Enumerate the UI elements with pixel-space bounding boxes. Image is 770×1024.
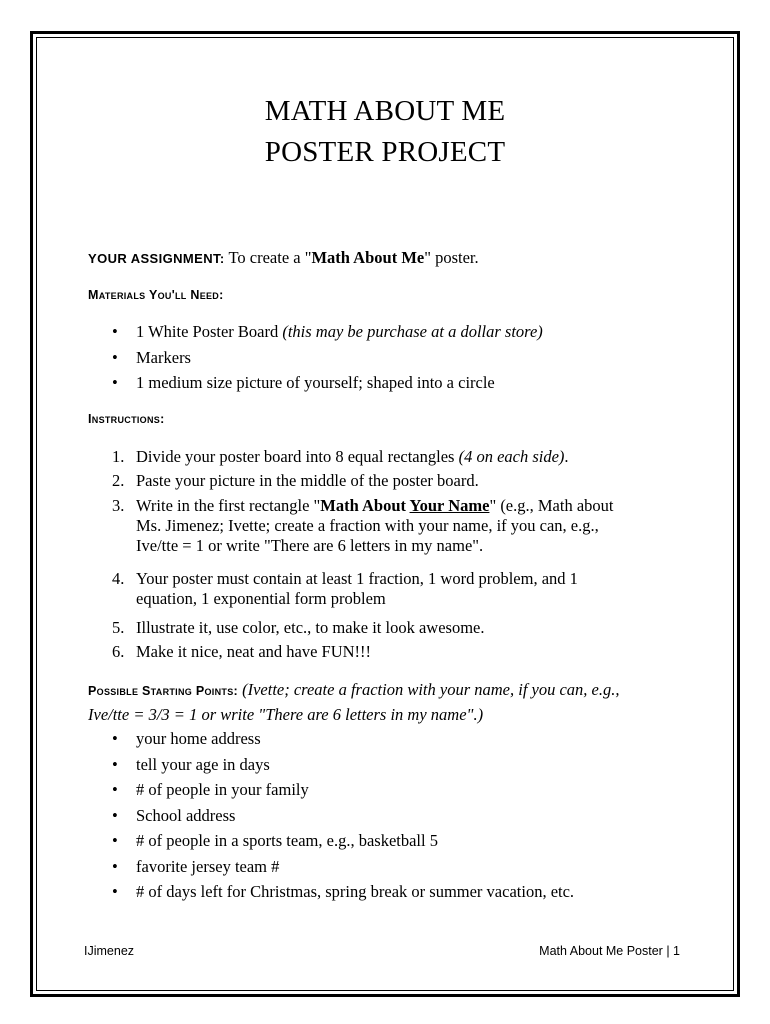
bullet-icon: • [112,780,118,799]
assignment-text-pre: To create a " [224,248,312,267]
list-item: • your home address [112,729,261,748]
instructions-list [112,447,614,667]
assignment-line [88,248,479,268]
list-item: • tell your age in days [112,754,270,774]
materials-label: Materials You'll Need: [88,288,224,302]
starting-points-line-2 [88,705,483,725]
bullet-icon: • [112,373,118,392]
list-item: 5. Illustrate it, use color, etc., to make it look awesome. [112,617,485,637]
list-item: 2. Paste your picture in the middle of the poster board. [112,471,479,491]
list-item: 6. Make it nice, neat and have FUN!!! [112,642,372,662]
bullet-icon: • [112,831,118,850]
bullet-icon: • [112,322,118,341]
instructions-label: Instructions: [88,412,165,426]
list-item: • 1 medium size picture of yourself; shaped into a circle [112,373,495,392]
footer-author: IJimenez [84,944,135,958]
starting-points-list [112,729,575,908]
starting-points-intro-1: (Ivette; create a fraction with your name, if you can, e.g., [237,680,620,699]
list-item: 1. Divide your poster board into 8 equal rectangles (4 on each side). [112,447,569,466]
list-item: • # of people in a sports team, e.g., basketball 5 [112,831,438,850]
list-item: • # of people in your family [112,780,309,799]
list-item: • 1 White Poster Board (this may be purchase at a dollar store) [112,322,543,341]
title-line-1: MATH ABOUT ME [264,95,506,127]
list-item: • School address [112,805,236,825]
assignment-label: YOUR ASSIGNMENT: [88,251,225,266]
starting-points-line-1 [88,680,620,700]
bullet-icon: • [112,347,118,367]
footer-page-info: Math About Me Poster | 1 [539,944,680,958]
assignment-bold: Math About Me [311,248,425,267]
bullet-icon: • [112,805,118,825]
list-item: • favorite jersey team # [112,856,280,876]
list-item: • Markers [112,347,191,367]
bullet-icon: • [112,729,118,748]
title-line-2: POSTER PROJECT [264,136,506,168]
starting-points-label: Possible Starting Points: [88,684,238,698]
bullet-icon: • [112,856,118,876]
materials-list [112,322,543,399]
starting-points-intro-2: Ive/tte = 3/3 = 1 or write "There are 6 letters in my name".) [88,705,484,724]
list-item: 4. Your poster must contain at least 1 fraction, 1 word problem, and 1 equation, 1 exponential form problem [112,568,578,608]
list-item: • # of days left for Christmas, spring break or summer vacation, etc. [112,882,575,901]
bullet-icon: • [112,882,118,901]
assignment-text-post: " poster. [424,248,479,267]
list-item: 3. Write in the first rectangle "Math About Your Name" (e.g., Math about Ms. Jimenez; Ivette; create a fraction with your name, if you can, e.g., Ive/tte = 1 or write "There are 6 letters in my name". [112,495,614,555]
bullet-icon: • [112,754,118,774]
